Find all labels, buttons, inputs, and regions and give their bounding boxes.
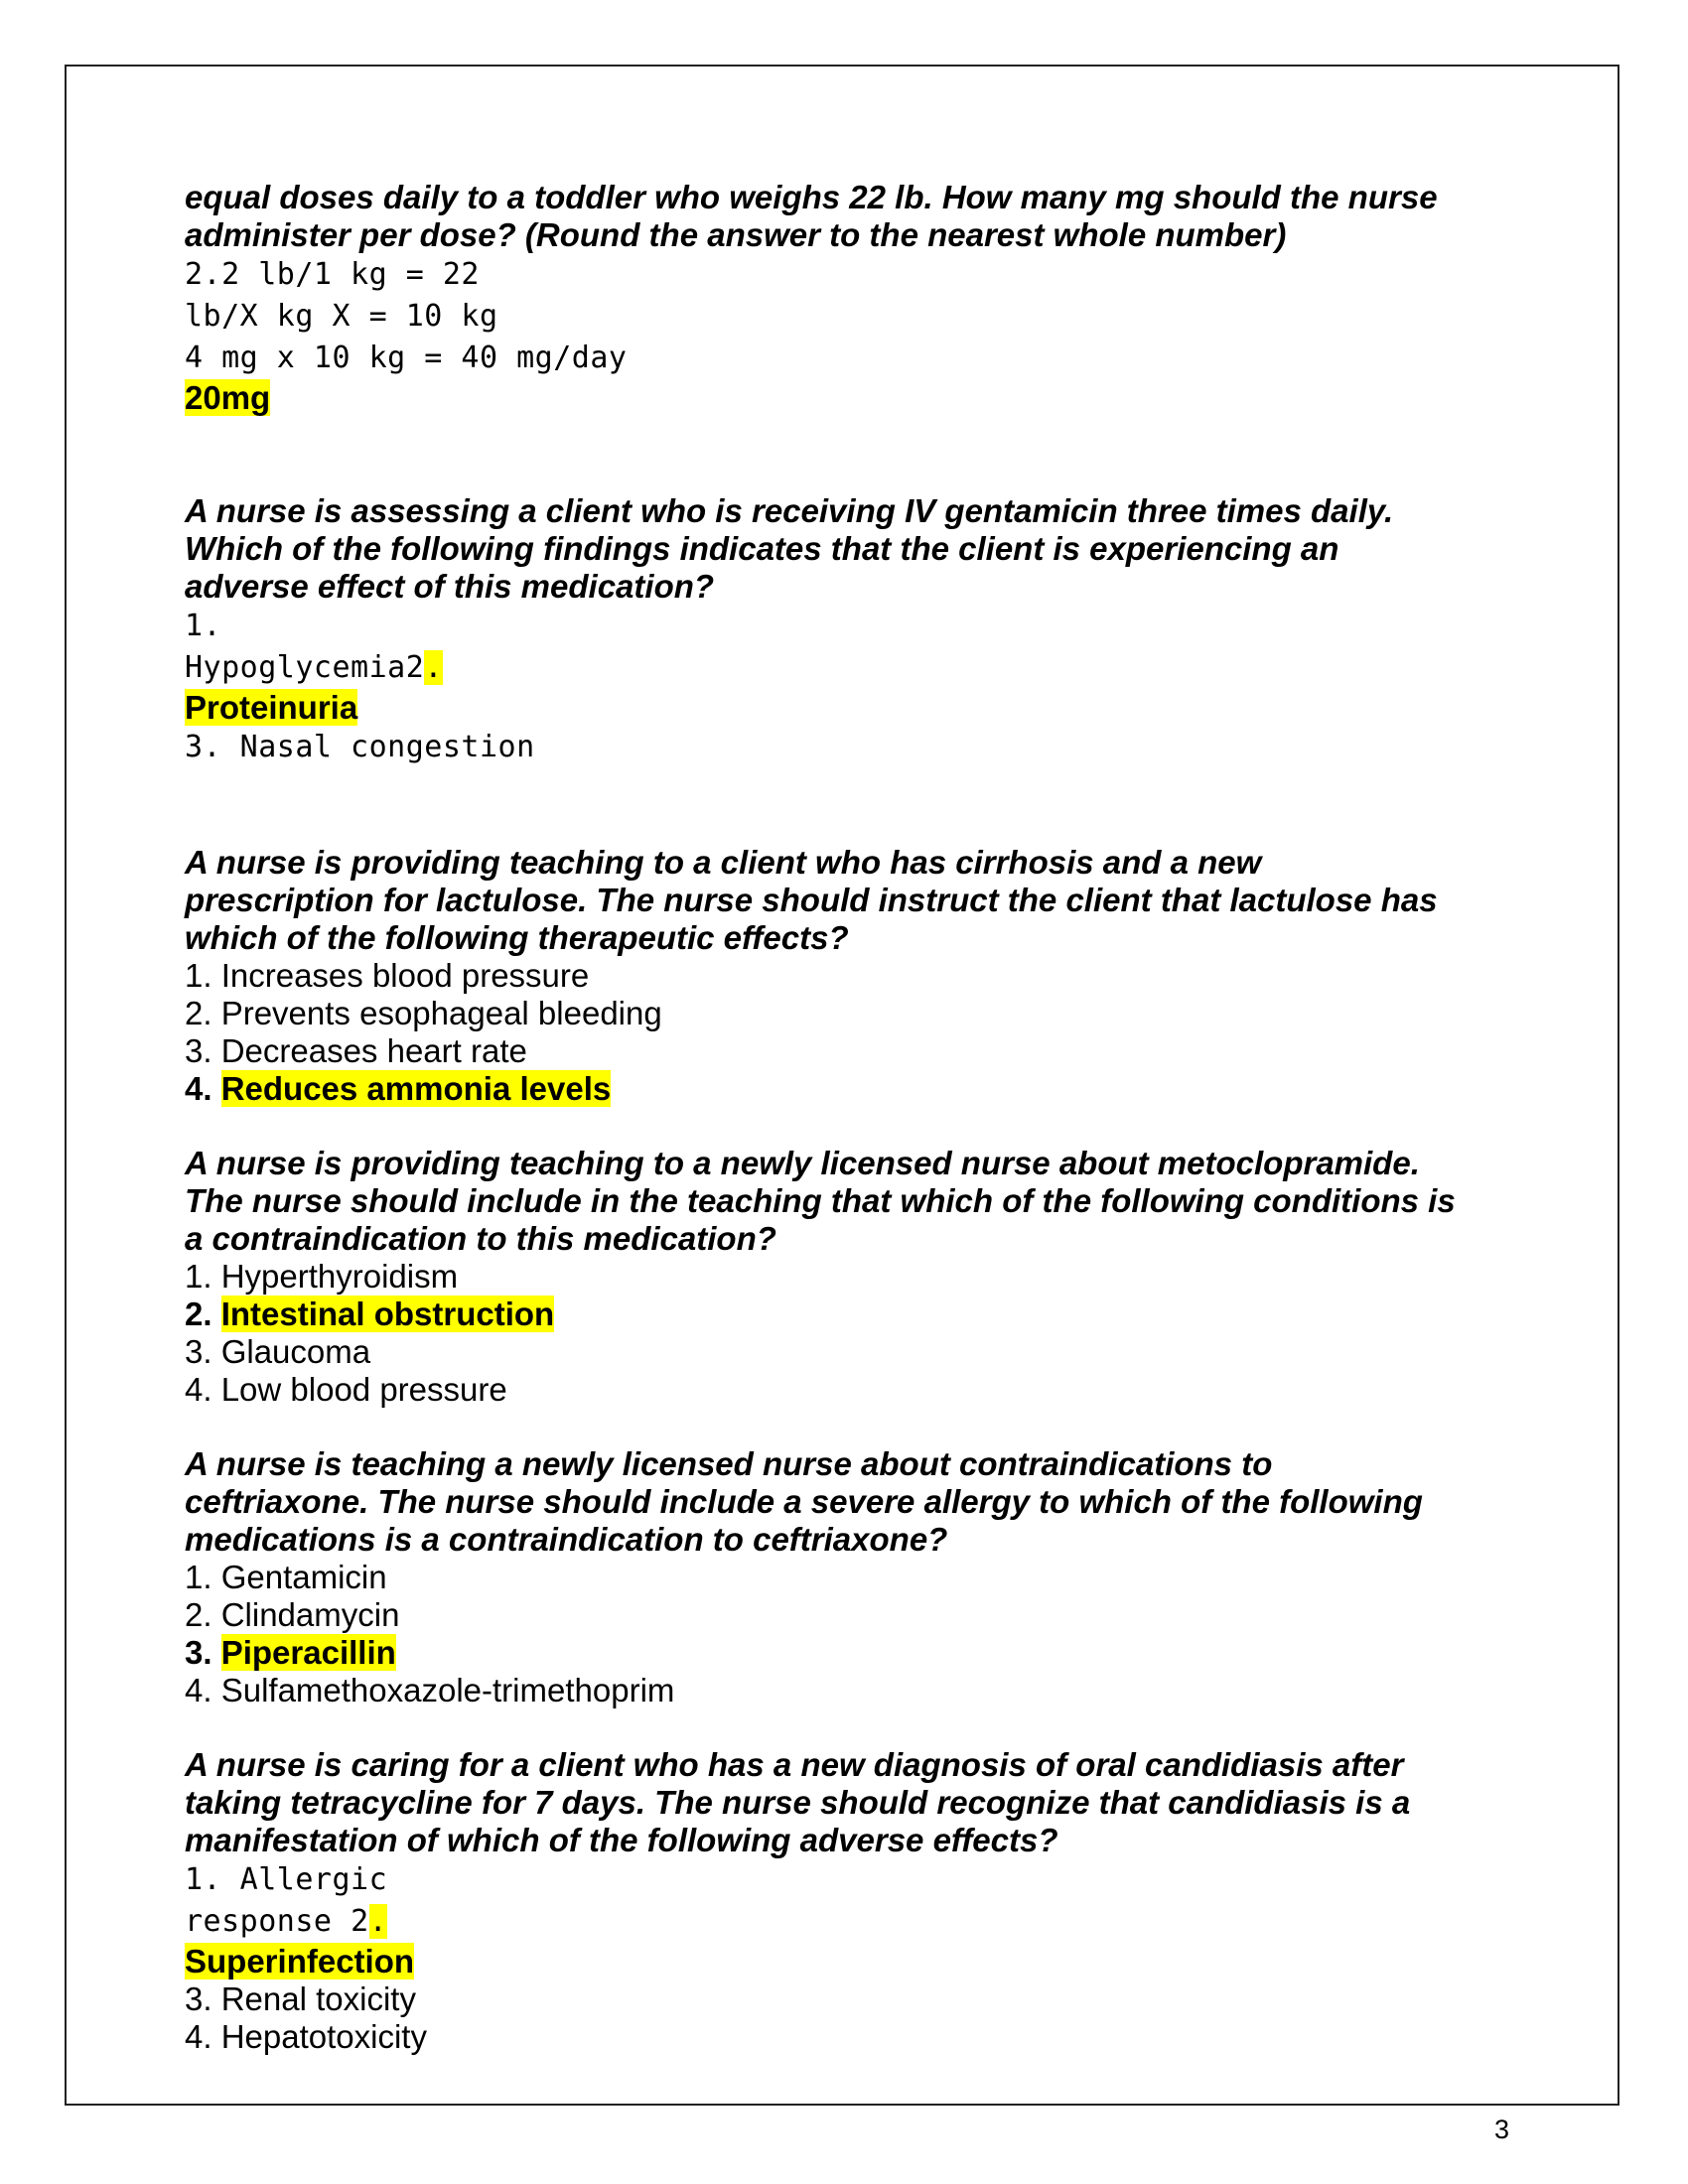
option-number: 4. bbox=[185, 1672, 212, 1708]
option-line bbox=[185, 1032, 1476, 1070]
option-number: 1. bbox=[185, 957, 212, 994]
answer-highlight: Piperacillin bbox=[220, 1634, 396, 1671]
option-line bbox=[185, 957, 1476, 995]
question-text: a contraindication to this medication? bbox=[185, 1220, 776, 1257]
option-text: Increases blood pressure bbox=[220, 957, 590, 994]
option-number: 2 bbox=[405, 650, 425, 685]
question-text: medications is a contraindication to ceftriaxone? bbox=[185, 1521, 948, 1558]
option-number: 3. bbox=[185, 1032, 212, 1069]
question-text: prescription for lactulose. The nurse should instruct the client that lactulose has bbox=[185, 882, 1438, 918]
option-line bbox=[185, 1980, 1476, 2018]
option-number: 3. bbox=[185, 1333, 212, 1370]
option-number: 2. bbox=[185, 1596, 212, 1633]
option-text: Prevents esophageal bleeding bbox=[220, 995, 662, 1031]
calculation-line: 2.2 lb/1 kg = 22 bbox=[185, 257, 480, 292]
page-number: 3 bbox=[1494, 2115, 1510, 2144]
option-number: 3. bbox=[185, 1980, 212, 2017]
option-line bbox=[185, 1333, 1476, 1371]
question-text: A nurse is providing teaching to a client who has cirrhosis and a new bbox=[185, 844, 1262, 881]
question-text: adverse effect of this medication? bbox=[185, 568, 715, 605]
option-number: 3. bbox=[185, 1634, 212, 1671]
question-text: administer per dose? (Round the answer to the nearest whole number) bbox=[185, 216, 1287, 253]
question-text: A nurse is assessing a client who is receiving IV gentamicin three times daily. bbox=[185, 492, 1394, 529]
question-1 bbox=[185, 179, 1476, 417]
question-text: A nurse is providing teaching to a newly licensed nurse about metoclopramide. bbox=[185, 1145, 1420, 1181]
answer-highlight: . bbox=[368, 1904, 388, 1939]
question-2 bbox=[185, 492, 1476, 768]
question-text: ceftriaxone. The nurse should include a severe allergy to which of the following bbox=[185, 1483, 1423, 1520]
option-line bbox=[185, 1596, 1476, 1634]
question-text: equal doses daily to a toddler who weighs 22 lb. How many mg should the nurse bbox=[185, 179, 1438, 215]
answer-highlight: . bbox=[424, 650, 443, 685]
answer-highlight: 20mg bbox=[185, 379, 271, 416]
option-line: 1. Allergic bbox=[185, 1862, 388, 1897]
option-number: 2. bbox=[185, 995, 212, 1031]
option-text: Clindamycin bbox=[220, 1596, 400, 1633]
option-text: Low blood pressure bbox=[220, 1371, 507, 1408]
option-number: 1. bbox=[185, 1559, 212, 1595]
question-text: Which of the following findings indicates that the client is experiencing an bbox=[185, 530, 1339, 567]
option-line bbox=[185, 1296, 1476, 1333]
option-line bbox=[185, 2018, 1476, 2056]
option-line: 3. Nasal congestion bbox=[185, 730, 535, 764]
option-line bbox=[185, 1559, 1476, 1596]
answer-highlight: Intestinal obstruction bbox=[220, 1296, 555, 1332]
option-number: 1. bbox=[185, 609, 222, 643]
question-3 bbox=[185, 844, 1476, 1108]
calculation-line: lb/X kg X = 10 kg bbox=[185, 299, 498, 334]
option-text: Hypoglycemia bbox=[185, 650, 406, 685]
option-text: response bbox=[185, 1904, 333, 1939]
option-text: Hepatotoxicity bbox=[220, 2018, 427, 2055]
answer-highlight: Reduces ammonia levels bbox=[220, 1070, 612, 1107]
answer-highlight: Proteinuria bbox=[185, 689, 358, 726]
question-4 bbox=[185, 1145, 1476, 1409]
option-line bbox=[185, 647, 1476, 689]
question-text: A nurse is teaching a newly licensed nurse about contraindications to bbox=[185, 1445, 1273, 1482]
option-number: 1. bbox=[185, 1258, 212, 1295]
option-number: 4. bbox=[185, 2018, 212, 2055]
option-number: 4. bbox=[185, 1371, 212, 1408]
page-content bbox=[185, 179, 1476, 2056]
option-number: 4. bbox=[185, 1070, 212, 1107]
option-text: Glaucoma bbox=[220, 1333, 371, 1370]
question-text: manifestation of which of the following adverse effects? bbox=[185, 1822, 1058, 1858]
option-text: Sulfamethoxazole-trimethoprim bbox=[220, 1672, 675, 1708]
question-text: which of the following therapeutic effects? bbox=[185, 919, 849, 956]
option-text: Decreases heart rate bbox=[220, 1032, 527, 1069]
option-text: Hyperthyroidism bbox=[220, 1258, 459, 1295]
option-line bbox=[185, 1070, 1476, 1108]
option-line bbox=[185, 1672, 1476, 1709]
option-line bbox=[185, 1901, 1476, 1943]
answer-highlight: Superinfection bbox=[185, 1943, 415, 1979]
option-text: Renal toxicity bbox=[220, 1980, 416, 2017]
question-5 bbox=[185, 1445, 1476, 1709]
question-text: A nurse is caring for a client who has a new diagnosis of oral candidiasis after bbox=[185, 1746, 1404, 1783]
question-text: The nurse should include in the teaching that which of the following conditions is bbox=[185, 1182, 1456, 1219]
option-line bbox=[185, 1371, 1476, 1409]
calculation-line: 4 mg x 10 kg = 40 mg/day bbox=[185, 341, 628, 375]
question-6 bbox=[185, 1746, 1476, 2056]
option-line bbox=[185, 1258, 1476, 1296]
option-line bbox=[185, 995, 1476, 1032]
option-text: Gentamicin bbox=[220, 1559, 387, 1595]
option-number: 2. bbox=[185, 1296, 212, 1332]
question-text: taking tetracycline for 7 days. The nurse should recognize that candidiasis is a bbox=[185, 1784, 1411, 1821]
option-line bbox=[185, 1634, 1476, 1672]
option-number: 2 bbox=[351, 1904, 369, 1939]
